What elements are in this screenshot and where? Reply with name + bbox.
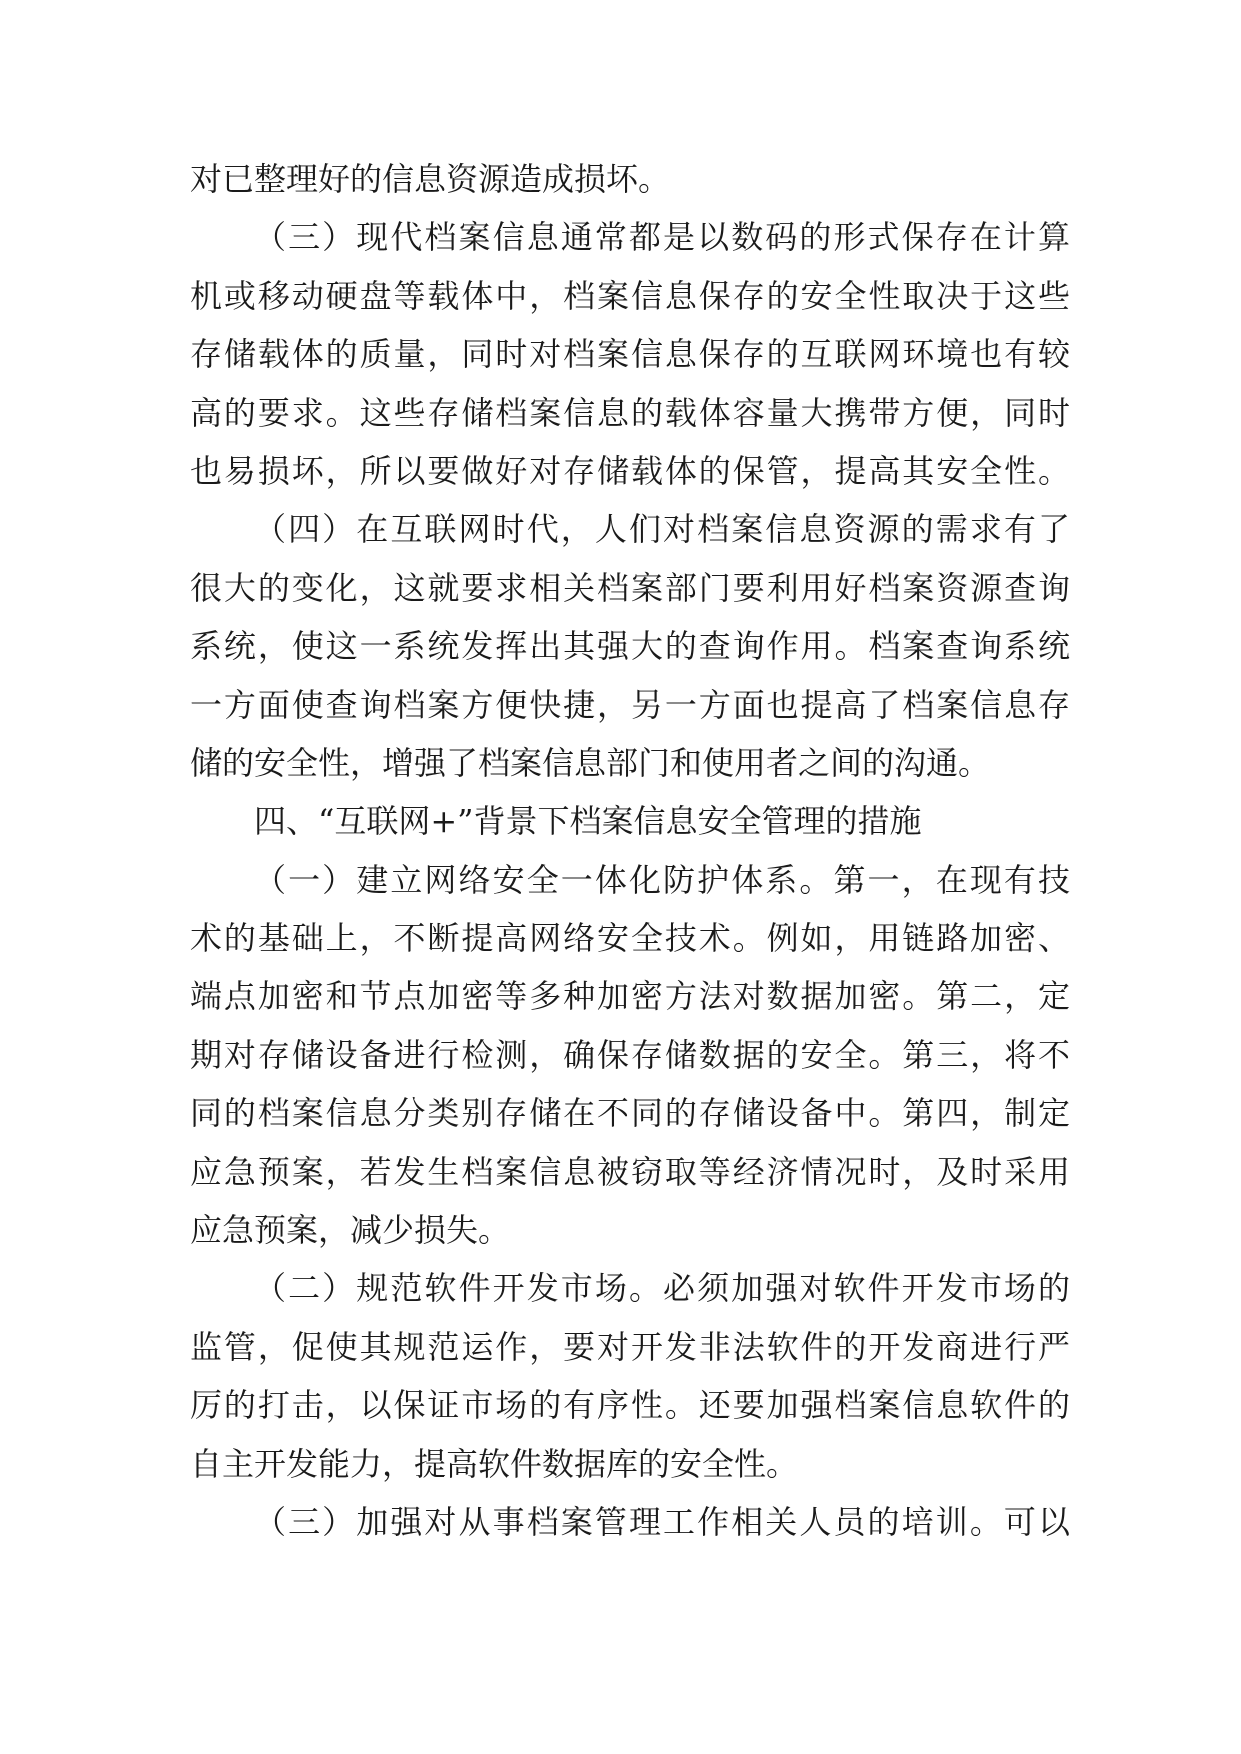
- paragraph-line: 应急预案，减少损失。: [190, 1211, 511, 1250]
- paragraph-line: （二）规范软件开发市场。必须加强对软件开发市场的: [254, 1269, 1070, 1308]
- paragraph-line: 厉的打击，以保证市场的有序性。还要加强档案信息软件的: [190, 1386, 1070, 1425]
- paragraph-line: 同的档案信息分类别存储在不同的存储设备中。第四，制定: [190, 1094, 1070, 1133]
- paragraph-line: 机或移动硬盘等载体中，档案信息保存的安全性取决于这些: [190, 276, 1070, 315]
- paragraph-line: 也易损坏，所以要做好对存储载体的保管，提高其安全性。: [190, 451, 1070, 490]
- paragraph-line: 术的基础上，不断提高网络安全技术。例如，用链路加密、: [190, 919, 1070, 958]
- paragraph-line: （三）现代档案信息通常都是以数码的形式保存在计算: [254, 218, 1070, 257]
- paragraph-line: （一）建立网络安全一体化防护体系。第一，在现有技: [254, 860, 1070, 899]
- paragraph-line: 存储载体的质量，同时对档案信息保存的互联网环境也有较: [190, 335, 1070, 374]
- paragraph-line: （三）加强对从事档案管理工作相关人员的培训。可以: [254, 1502, 1070, 1541]
- paragraph-line: 自主开发能力，提高软件数据库的安全性。: [190, 1444, 799, 1483]
- paragraph-line: 端点加密和节点加密等多种加密方法对数据加密。第二，定: [190, 977, 1070, 1016]
- paragraph-line: 应急预案，若发生档案信息被窃取等经济情况时，及时采用: [190, 1152, 1070, 1191]
- paragraph-line: 系统，使这一系统发挥出其强大的查询作用。档案查询系统: [190, 627, 1070, 666]
- paragraph-line: 一方面使查询档案方便快捷，另一方面也提高了档案信息存: [190, 685, 1070, 724]
- body-text: [190, 150, 1070, 1551]
- paragraph-line: 期对存储设备进行检测，确保存储数据的安全。第三，将不: [190, 1035, 1070, 1074]
- paragraph-line: 对已整理好的信息资源造成损坏。: [190, 160, 671, 198]
- paragraph-line: （四）在互联网时代，人们对档案信息资源的需求有了: [254, 510, 1070, 549]
- paragraph-line: 高的要求。这些存储档案信息的载体容量大携带方便，同时: [190, 393, 1070, 432]
- section-heading: 四、“互联网+”背景下档案信息安全管理的措施: [254, 802, 922, 841]
- paragraph-line: 很大的变化，这就要求相关档案部门要利用好档案资源查询: [190, 568, 1070, 607]
- paragraph-line: 储的安全性，增强了档案信息部门和使用者之间的沟通。: [190, 743, 991, 782]
- paragraph-line: 监管，促使其规范运作，要对开发非法软件的开发商进行严: [190, 1327, 1070, 1366]
